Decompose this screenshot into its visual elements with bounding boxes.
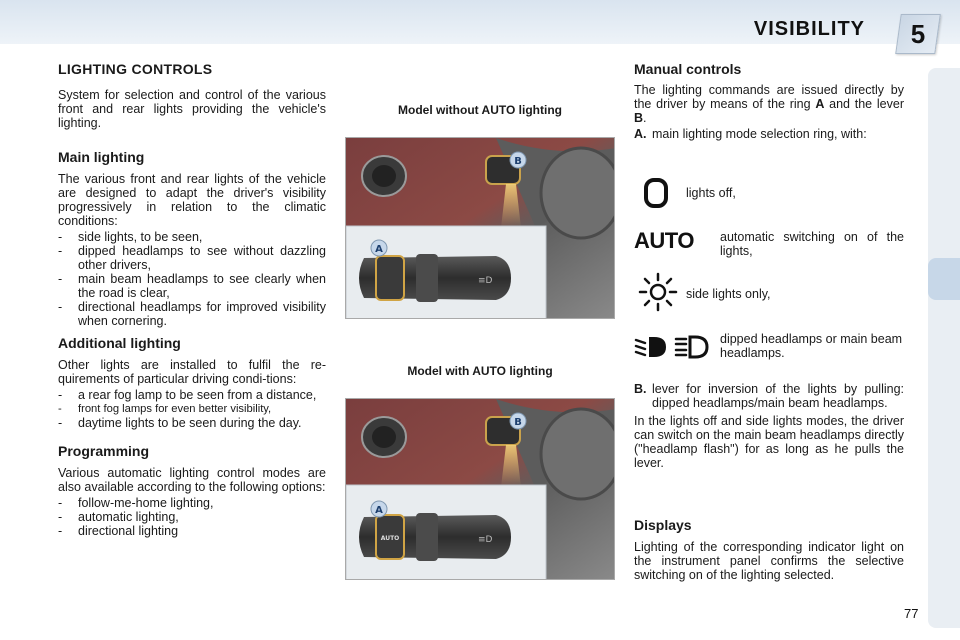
- lights-off-text: lights off,: [686, 186, 736, 200]
- side-strip: [928, 68, 960, 628]
- lighting-stalk-photo-manual: [345, 137, 615, 319]
- additional-lighting-intro: Other lights are installed to fulfil the re-quirements of particular driving condi-tions:: [58, 358, 326, 386]
- main-lighting-list: [58, 230, 326, 328]
- manual-intro-part: .: [643, 111, 647, 125]
- dipped-headlamps-text: dipped headlamps or main beam headlamps.: [720, 332, 903, 360]
- list-item: - dipped headlamps to see without dazzling other drivers,: [58, 244, 326, 272]
- auto-mode-text: automatic switching on of the lights,: [720, 230, 904, 258]
- page-number: 77: [904, 606, 919, 621]
- list-item: - daytime lights to be seen during the day.: [58, 416, 326, 430]
- figure-caption-top: Model without AUTO lighting: [398, 103, 562, 117]
- item-b-letter: B.: [634, 382, 647, 396]
- list-item: - follow-me-home lighting,: [58, 496, 326, 510]
- lights-off-icon: [643, 177, 671, 214]
- right-column-top: [634, 62, 904, 141]
- side-lights-icon: [638, 272, 678, 317]
- list-item: - front fog lamps for even better visibility,: [58, 402, 326, 416]
- label-b: B: [514, 417, 522, 428]
- item-a-text: main lighting mode selection ring, with:: [652, 127, 867, 141]
- list-item: - directional headlamps for improved visibility when cornering.: [58, 300, 326, 328]
- additional-lighting-list: [58, 388, 326, 430]
- dipped-headlamps-icon: [634, 334, 668, 365]
- list-item: - directional lighting: [58, 524, 326, 538]
- lighting-intro: System for selection and control of the various front and rear lights providing the vehicle's lighting.: [58, 88, 326, 130]
- item-b-text: lever for inversion of the lights by pulling: dipped headlamps/main beam headlamps.: [652, 382, 904, 410]
- auto-ring-text: AUTO: [380, 535, 400, 542]
- manual-intro-part: and the lever: [824, 97, 904, 111]
- side-lights-text: side lights only,: [686, 287, 771, 301]
- chapter-tab: [928, 258, 960, 300]
- ring-letter: A: [815, 97, 825, 111]
- displays-text: Lighting of the corresponding indicator light on the instrument panel confirms the selective switching on of the lighting selected.: [634, 540, 904, 582]
- label-b: B: [514, 156, 522, 167]
- list-item: - automatic lighting,: [58, 510, 326, 524]
- programming-intro: Various automatic lighting control modes are also available according to the following options:: [58, 466, 326, 494]
- svg-text:≡D: ≡D: [478, 535, 493, 545]
- additional-lighting-heading: Additional lighting: [58, 335, 181, 351]
- svg-text:≡D: ≡D: [478, 276, 493, 286]
- main-lighting-heading: Main lighting: [58, 149, 145, 165]
- manual-controls-heading: Manual controls: [634, 61, 742, 77]
- figure-caption-bottom: Model with AUTO lighting: [407, 364, 553, 378]
- lever-letter: B: [634, 111, 644, 125]
- displays-section: [634, 518, 904, 582]
- list-item: - main beam headlamps to see clearly when the road is clear,: [58, 272, 326, 300]
- left-column: [58, 62, 326, 538]
- main-beam-icon: [674, 334, 710, 365]
- programming-heading: Programming: [58, 443, 150, 459]
- manual-intro-part: The lighting commands are issued directly by the driver by means of the ring: [634, 83, 904, 111]
- chapter-number: 5: [910, 19, 926, 49]
- main-lighting-intro: The various front and rear lights of the vehicle are designed to adapt the driver's visibility progressively in relation to the climatic conditions:: [58, 172, 326, 228]
- right-column-bottom: [634, 382, 904, 470]
- manual-intro: [634, 83, 904, 125]
- label-a: A: [375, 505, 383, 516]
- item-b: [634, 382, 904, 410]
- item-a-letter: A.: [634, 127, 647, 141]
- displays-heading: Displays: [634, 517, 692, 533]
- list-item: - side lights, to be seen,: [58, 230, 326, 244]
- list-item: - a rear fog lamp to be seen from a distance,: [58, 388, 326, 402]
- lighting-stalk-photo-auto: [345, 398, 615, 580]
- auto-mode-icon: AUTO: [634, 228, 694, 253]
- label-a: A: [375, 244, 383, 255]
- lighting-controls-heading: LIGHTING CONTROLS: [58, 61, 213, 77]
- page-title: VISIBILITY: [753, 18, 865, 40]
- headlamp-flash-text: In the lights off and side lights modes, the driver can switch on the main beam headlamps directly ("headlamp flash") for as long as he pulls the lever.: [634, 414, 904, 470]
- programming-list: [58, 496, 326, 538]
- item-a: [634, 127, 904, 141]
